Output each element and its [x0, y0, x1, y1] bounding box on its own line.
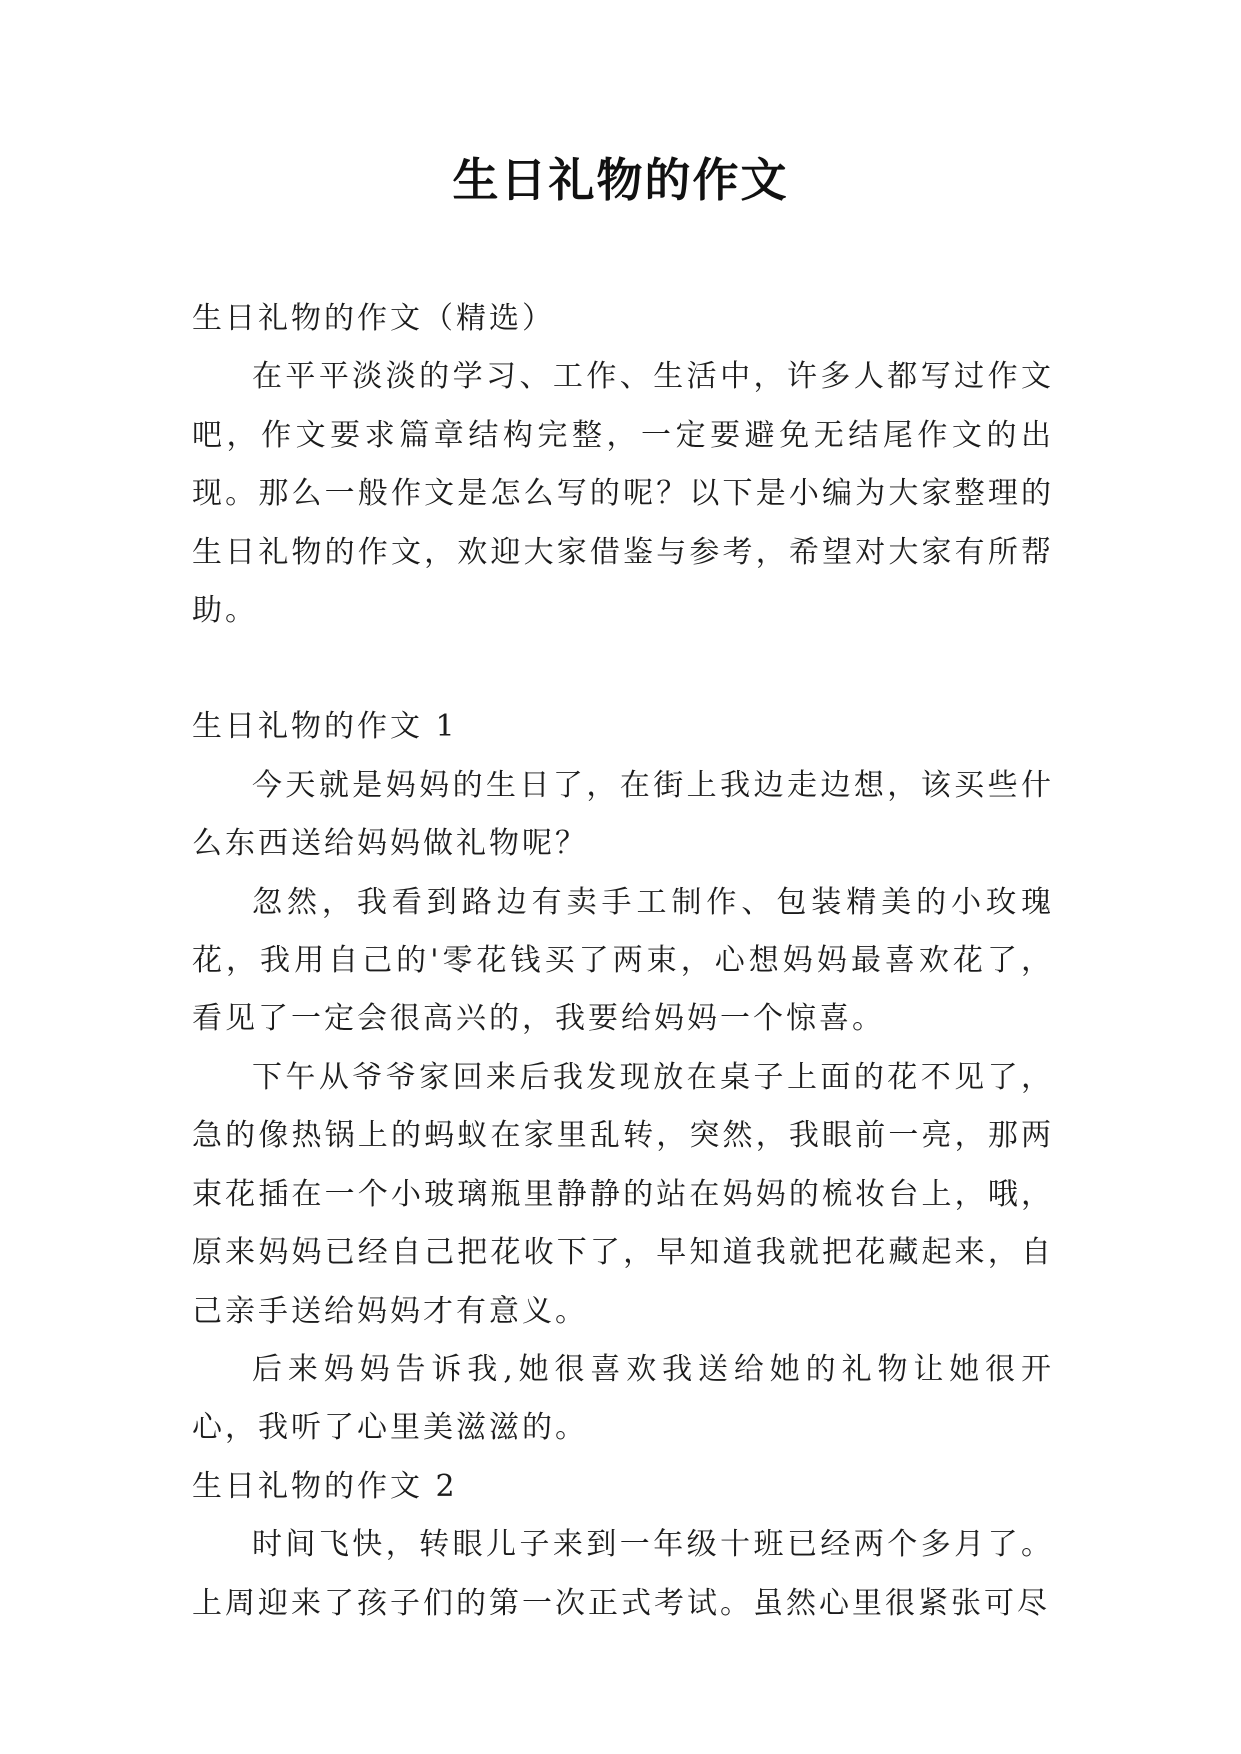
essay1-heading: 生日礼物的作文 1 [192, 709, 458, 745]
document-title: 生日礼物的作文 [452, 153, 789, 207]
intro-heading: 生日礼物的作文（精选） [192, 301, 555, 336]
section-spacer [192, 640, 1054, 698]
essay1-paragraph-2: 忽然，我看到路边有卖手工制作、包装精美的小玫瑰花，我用自己的'零花钱买了两束，心想妈妈最喜欢花了，看见了一定会很高兴的，我要给妈妈一个惊喜。 [192, 884, 1054, 1037]
essay1-paragraph-1: 今天就是妈妈的生日了，在街上我边走边想，该买些什么东西送给妈妈做礼物呢？ [192, 767, 1054, 862]
document-body [192, 290, 1054, 1633]
essay2-paragraph-1: 时间飞快，转眼儿子来到一年级十班已经两个多月了。上周迎来了孩子们的第一次正式考试。虽然心里很紧张可尽 [192, 1527, 1054, 1621]
essay1-paragraph-4: 后来妈妈告诉我,她很喜欢我送给她的礼物让她很开心，我听了心里美滋滋的。 [192, 1351, 1054, 1446]
essay1-paragraph-3: 下午从爷爷家回来后我发现放在桌子上面的花不见了，急的像热锅上的蚂蚁在家里乱转，突然，我眼前一亮，那两束花插在一个小玻璃瓶里静静的站在妈妈的梳妆台上，哦，原来妈妈已经自己把花收下了，早知道我就把花藏起来，自己亲手送给妈妈才有意义。 [192, 1059, 1054, 1329]
essay2-heading: 生日礼物的作文 2 [192, 1468, 458, 1504]
intro-paragraph: 在平平淡淡的学习、工作、生活中，许多人都写过作文吧，作文要求篇章结构完整，一定要避免无结尾作文的出现。那么一般作文是怎么写的呢？以下是小编为大家整理的生日礼物的作文，欢迎大家借鉴与参考，希望对大家有所帮助。 [192, 359, 1054, 629]
